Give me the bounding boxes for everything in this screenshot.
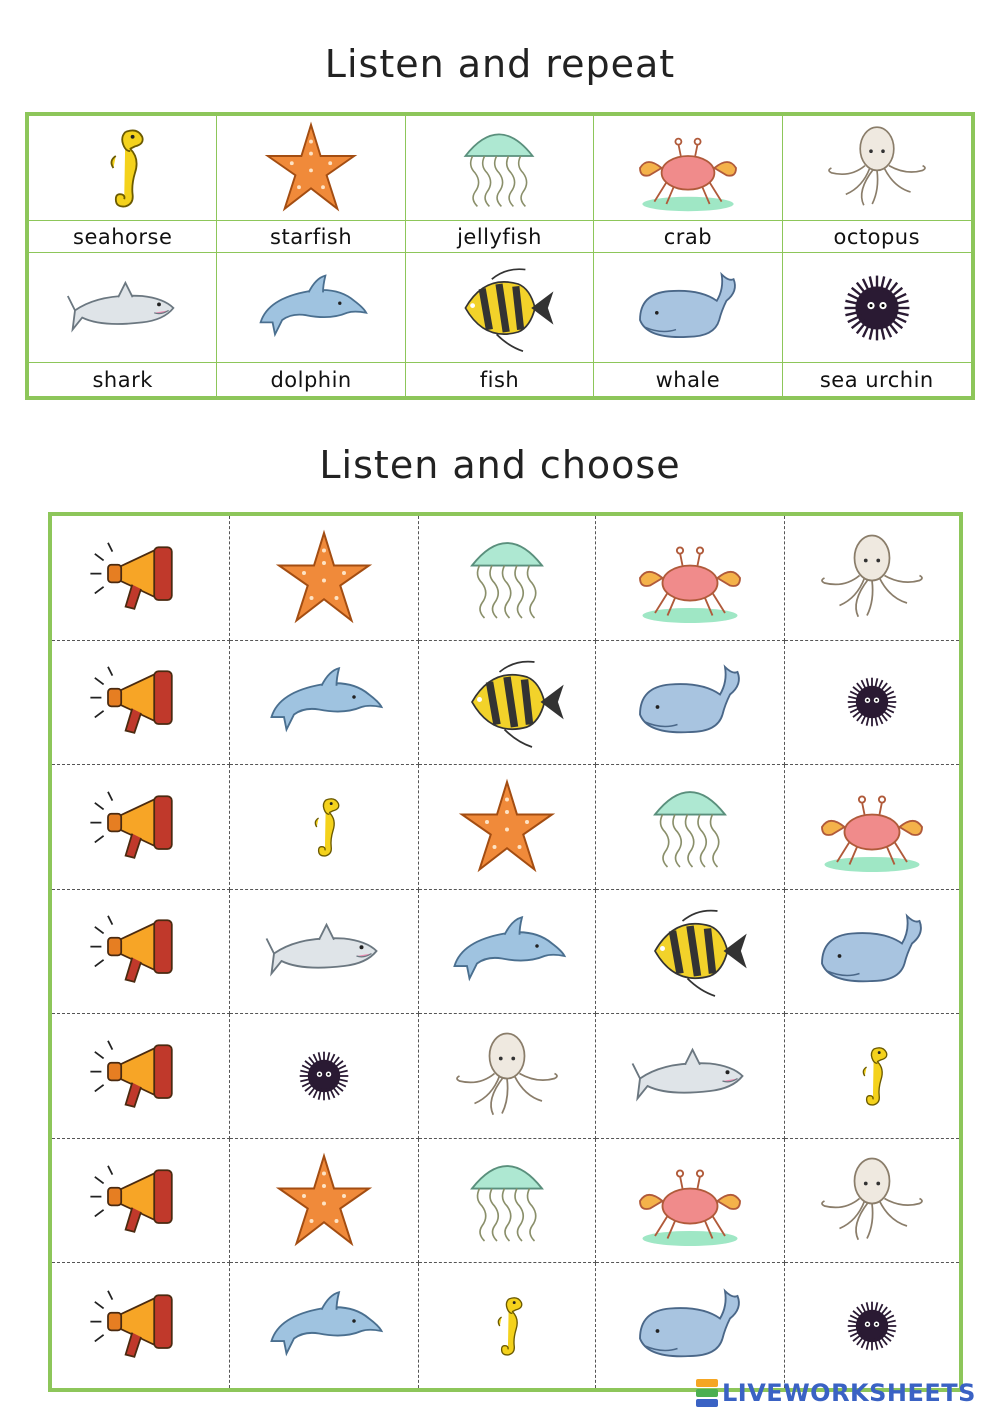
vocab-label: sea urchin	[819, 367, 934, 392]
vocab-label: crab	[663, 224, 713, 249]
octopus-icon	[797, 1151, 947, 1251]
fish-icon	[432, 652, 582, 752]
seahorse-icon	[279, 787, 369, 867]
play-audio-button[interactable]	[52, 641, 230, 766]
sea-urchin-icon	[827, 662, 917, 742]
vocab-image-cell	[29, 253, 217, 363]
answer-option-shark[interactable]	[230, 890, 419, 1015]
vocab-label: seahorse	[73, 224, 173, 249]
vocab-label-cell	[594, 363, 782, 396]
badge-stripe	[696, 1399, 718, 1407]
answer-option-whale[interactable]	[596, 1263, 785, 1388]
starfish-icon	[249, 1151, 399, 1251]
seahorse-icon	[58, 120, 188, 216]
answer-option-crab[interactable]	[596, 1139, 785, 1264]
answer-option-fish[interactable]	[596, 890, 785, 1015]
answer-option-sea-urchin[interactable]	[785, 641, 959, 766]
fish-icon	[434, 260, 564, 356]
crab-icon	[623, 120, 753, 216]
jellyfish-icon	[434, 120, 564, 216]
badge-stripe	[696, 1379, 718, 1387]
starfish-icon	[246, 120, 376, 216]
answer-option-whale[interactable]	[785, 890, 959, 1015]
vocab-label-cell	[783, 221, 971, 253]
answer-option-starfish[interactable]	[230, 1139, 419, 1264]
megaphone-icon	[86, 532, 196, 624]
liveworksheets-logo	[696, 1376, 976, 1410]
vocab-label-cell	[594, 221, 782, 253]
octopus-icon	[432, 1026, 582, 1126]
play-audio-button[interactable]	[52, 1139, 230, 1264]
vocab-image-cell	[29, 116, 217, 221]
answer-option-sea-urchin[interactable]	[230, 1014, 419, 1139]
vocab-label: whale	[655, 367, 721, 392]
jellyfish-icon	[615, 777, 765, 877]
answer-option-whale[interactable]	[596, 641, 785, 766]
vocab-image-cell	[406, 253, 594, 363]
crab-icon	[797, 777, 947, 877]
answer-option-dolphin[interactable]	[230, 1263, 419, 1388]
vocabulary-table	[25, 112, 975, 400]
dolphin-icon	[246, 260, 376, 356]
vocab-label-cell	[217, 221, 405, 253]
badge-stripe	[696, 1389, 718, 1397]
answer-option-octopus[interactable]	[419, 1014, 596, 1139]
logo-text: LIVEWORKSHEETS	[722, 1379, 976, 1407]
shark-icon	[249, 901, 399, 1001]
octopus-icon	[812, 120, 942, 216]
megaphone-icon	[86, 1155, 196, 1247]
starfish-icon	[249, 528, 399, 628]
answer-option-dolphin[interactable]	[419, 890, 596, 1015]
jellyfish-icon	[432, 1151, 582, 1251]
dolphin-icon	[249, 652, 399, 752]
answer-option-crab[interactable]	[596, 516, 785, 641]
vocabulary-grid	[29, 116, 971, 396]
section-title-repeat: Listen and repeat	[324, 42, 676, 86]
octopus-icon	[797, 528, 947, 628]
answer-option-octopus[interactable]	[785, 516, 959, 641]
whale-icon	[623, 260, 753, 356]
vocab-image-cell	[217, 116, 405, 221]
megaphone-icon	[86, 781, 196, 873]
answer-option-sea-urchin[interactable]	[785, 1263, 959, 1388]
vocab-label-cell	[29, 221, 217, 253]
vocab-image-cell	[217, 253, 405, 363]
vocab-label: shark	[92, 367, 153, 392]
play-audio-button[interactable]	[52, 1014, 230, 1139]
vocab-label-cell	[29, 363, 217, 396]
megaphone-icon	[86, 656, 196, 748]
sea-urchin-icon	[279, 1036, 369, 1116]
crab-icon	[615, 528, 765, 628]
play-audio-button[interactable]	[52, 516, 230, 641]
whale-icon	[797, 901, 947, 1001]
whale-icon	[615, 1276, 765, 1376]
section-title-choose: Listen and choose	[319, 443, 681, 487]
answer-option-starfish[interactable]	[230, 516, 419, 641]
vocab-image-cell	[406, 116, 594, 221]
answer-option-jellyfish[interactable]	[419, 516, 596, 641]
answer-option-fish[interactable]	[419, 641, 596, 766]
sea-urchin-icon	[812, 260, 942, 356]
vocab-label-cell	[406, 363, 594, 396]
seahorse-icon	[462, 1286, 552, 1366]
vocab-label: dolphin	[270, 367, 352, 392]
fish-icon	[615, 901, 765, 1001]
play-audio-button[interactable]	[52, 1263, 230, 1388]
megaphone-icon	[86, 1030, 196, 1122]
answer-option-jellyfish[interactable]	[596, 765, 785, 890]
seahorse-icon	[827, 1036, 917, 1116]
vocab-label: octopus	[833, 224, 921, 249]
dolphin-icon	[432, 901, 582, 1001]
choose-grid	[52, 516, 959, 1388]
vocab-label-cell	[217, 363, 405, 396]
answer-option-crab[interactable]	[785, 765, 959, 890]
dolphin-icon	[249, 1276, 399, 1376]
vocab-image-cell	[594, 116, 782, 221]
answer-option-starfish[interactable]	[419, 765, 596, 890]
megaphone-icon	[86, 1280, 196, 1372]
vocab-label-cell	[783, 363, 971, 396]
vocab-image-cell	[783, 253, 971, 363]
vocab-image-cell	[594, 253, 782, 363]
vocab-image-cell	[783, 116, 971, 221]
vocab-label: fish	[479, 367, 520, 392]
play-audio-button[interactable]	[52, 890, 230, 1015]
shark-icon	[58, 260, 188, 356]
jellyfish-icon	[432, 528, 582, 628]
answer-option-seahorse[interactable]	[230, 765, 419, 890]
megaphone-icon	[86, 905, 196, 997]
vocab-label-cell	[406, 221, 594, 253]
logo-badge-icon	[696, 1379, 718, 1407]
answer-option-seahorse[interactable]	[419, 1263, 596, 1388]
shark-icon	[615, 1026, 765, 1126]
answer-option-shark[interactable]	[596, 1014, 785, 1139]
starfish-icon	[432, 777, 582, 877]
sea-urchin-icon	[827, 1286, 917, 1366]
answer-option-octopus[interactable]	[785, 1139, 959, 1264]
answer-option-seahorse[interactable]	[785, 1014, 959, 1139]
vocab-label: jellyfish	[457, 224, 542, 249]
play-audio-button[interactable]	[52, 765, 230, 890]
answer-option-jellyfish[interactable]	[419, 1139, 596, 1264]
crab-icon	[615, 1151, 765, 1251]
choose-table	[48, 512, 963, 1392]
whale-icon	[615, 652, 765, 752]
vocab-label: starfish	[270, 224, 353, 249]
answer-option-dolphin[interactable]	[230, 641, 419, 766]
